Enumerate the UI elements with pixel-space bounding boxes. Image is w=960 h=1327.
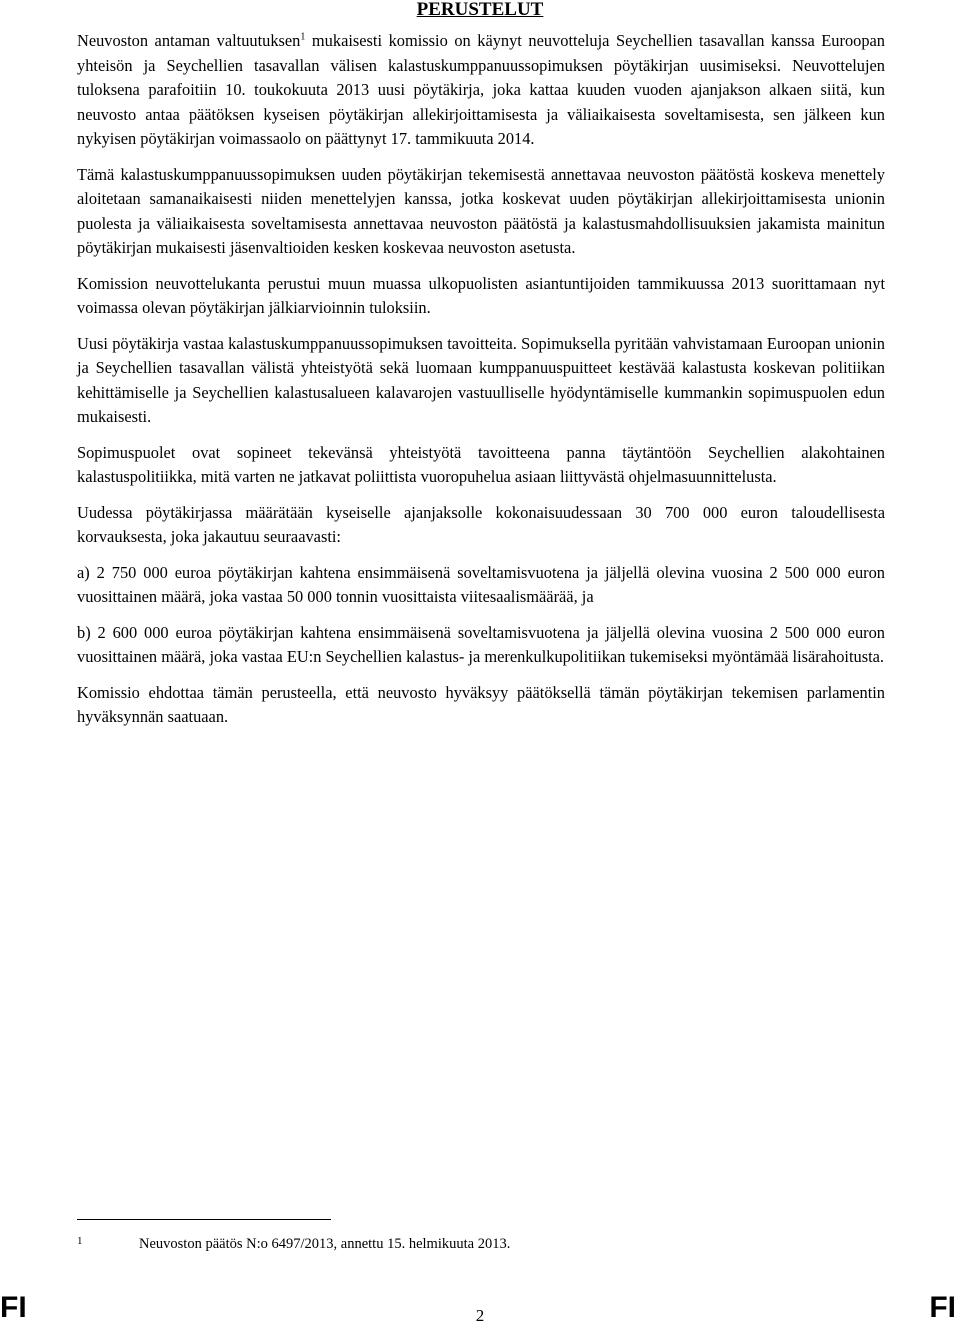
paragraph-7: a) 2 750 000 euroa pöytäkirjan kahtena ensimmäisenä soveltamisvuotena ja jäljellä olevina vuosina 2 500 000 euron vuosittainen määrä, joka vastaa 50 000 tonnin vuosittaista viitesaalismäärää, ja: [77, 562, 885, 606]
footnote-divider: [77, 1219, 331, 1220]
paragraph-6: Uudessa pöytäkirjassa määrätään kyseiselle ajanjaksolle kokonaisuudessaan 30 700 000 euron taloudellisesta korvauksesta, joka jakautuu seuraavasti:: [77, 502, 885, 546]
paragraph-4: Uusi pöytäkirja vastaa kalastuskumppanuussopimuksen tavoitteita. Sopimuksella pyritään vahvistamaan Euroopan unionin ja Seychellien tasavallan välistä yhteistyötä sekä luomaan kumppanuuspuitteet kestävää kalastusta koskevan politiikan kehittämiselle ja Seychellien kalastusalueen kalavarojen vastuulliselle hyödyntämiselle kummankin sopimuspuolen edun mukaisesti.: [77, 333, 885, 426]
footnote-reference[interactable]: 1: [300, 31, 306, 43]
paragraph-3: Komission neuvottelukanta perustui muun muassa ulkopuolisten asiantuntijoiden tammikuussa 2013 suorittamaan nyt voimassa olevan pöytäkirjan jälkiarvioinnin tuloksiin.: [77, 273, 885, 317]
footnote: [77, 1234, 885, 1254]
page-title: PERUSTELUT: [416, 0, 544, 20]
footnote-mark: 1: [77, 1235, 83, 1247]
paragraph-1-text-start: Neuvoston antaman valtuutuksen: [77, 31, 301, 50]
page-number: 2: [475, 1306, 485, 1325]
paragraph-1: [77, 29, 885, 152]
paragraph-1-text-end: mukaisesti komissio on käynyt neuvotteluja Seychellien tasavallan kanssa Euroopan yhteisön ja Seychellien tasavallan välisen kalastuskumppanuussopimuksen pöytäkirjan uusimiseksi. Neuvottelujen tuloksena parafoitiin 10. toukokuuta 2013 uusi pöytäkirja, joka kattaa kuuden vuoden ajanjakson alkaen siitä, kun neuvosto antaa päätöksen kyseisen pöytäkirjan allekirjoittamisesta ja väliaikaisesta soveltamisesta, sen jälkeen kun nykyisen pöytäkirjan voimassaolo on päättynyt 17. tammikuuta 2014.: [77, 31, 885, 148]
footer-language-right: FI: [929, 1291, 956, 1324]
paragraph-8: b) 2 600 000 euroa pöytäkirjan kahtena ensimmäisenä soveltamisvuotena ja jäljellä olevina vuosina 2 500 000 euron vuosittainen määrä, joka vastaa EU:n Seychellien kalastus- ja merenkulkupolitiikan tukemiseksi myöntämää lisärahoitusta.: [77, 622, 885, 666]
paragraph-9: Komissio ehdottaa tämän perusteella, että neuvosto hyväksyy päätöksellä tämän pöytäkirjan tekemisen parlamentin hyväksynnän saatuaan.: [77, 682, 885, 726]
paragraph-2: Tämä kalastuskumppanuussopimuksen uuden pöytäkirjan tekemisestä annettavaa neuvoston päätöstä koskeva menettely aloitetaan samanaikaisesti niiden menettelyjen kanssa, jotka koskevat uuden pöytäkirjan allekirjoittamisesta unionin puolesta ja väliaikaisesta soveltamisesta annettavaa neuvoston päätöstä ja kalastusmahdollisuuksien jakamista mainitun pöytäkirjan mukaisesti jäsenvaltioiden kesken koskevaa neuvoston asetusta.: [77, 164, 885, 257]
paragraph-5: Sopimuspuolet ovat sopineet tekevänsä yhteistyötä tavoitteena panna täytäntöön Seychellien alakohtainen kalastuspolitiikka, mitä varten ne jatkavat poliittista vuoropuhelua asiaan liittyvästä ohjelmasuunnittelusta.: [77, 442, 885, 486]
document-body: [77, 29, 885, 741]
footnote-text: Neuvoston päätös N:o 6497/2013, annettu 15. helmikuuta 2013.: [139, 1236, 511, 1252]
footer-language-left: FI: [0, 1291, 27, 1324]
